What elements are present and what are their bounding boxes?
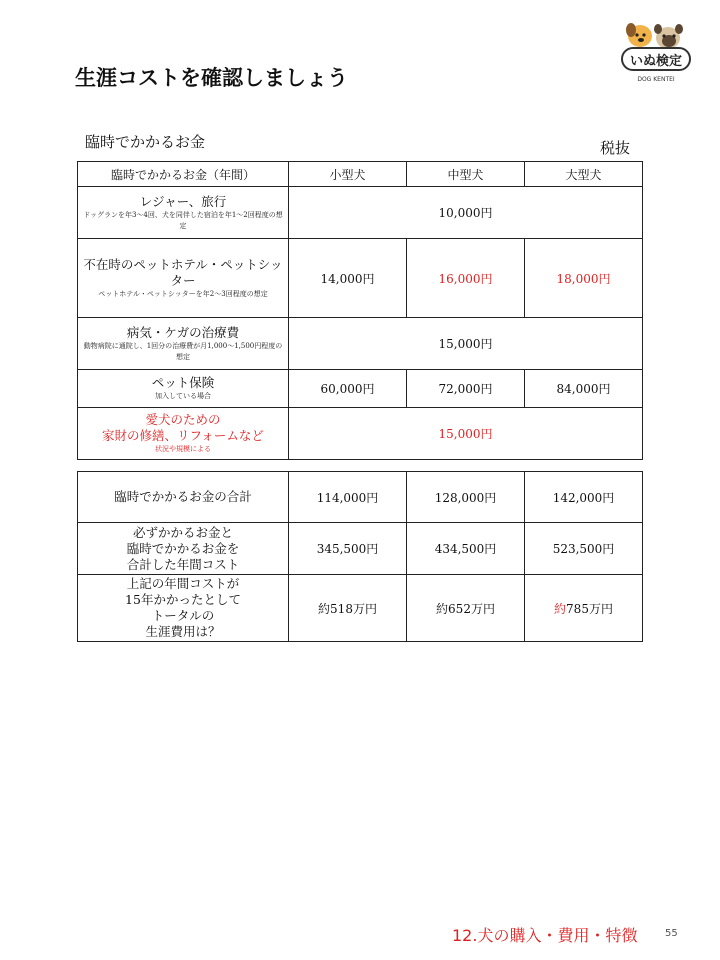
value-rest: 785万円	[566, 601, 613, 616]
cell-medium-value: 72,000円	[407, 370, 525, 408]
row-label-extra-total: 臨時でかかるお金の合計	[78, 472, 289, 523]
logo-subtext: DOG KENTEI	[637, 76, 675, 83]
row-label-leisure	[78, 187, 289, 239]
label-line: 上記の年間コストが	[126, 576, 240, 591]
row-note-text: ペットホテル・ペットシッターを年2～3回程度の想定	[98, 289, 268, 298]
row-main-text: 不在時のペットホテル・ペットシッター	[83, 256, 283, 288]
cell-medium-value: 128,000円	[407, 472, 525, 523]
row-main-text: ペット保険	[151, 375, 215, 390]
cell-medium-value: 16,000円	[407, 239, 525, 318]
total-cost-table	[77, 471, 643, 642]
cell-small-value: 345,500円	[289, 523, 407, 575]
cell-small-value: 14,000円	[289, 239, 407, 318]
cell-small-value: 60,000円	[289, 370, 407, 408]
table-row	[78, 575, 643, 642]
table-row	[78, 187, 643, 239]
label-line: 合計した年間コスト	[126, 556, 240, 572]
section-label: 臨時でかかるお金	[85, 133, 206, 151]
dog-pug-icon	[618, 18, 696, 88]
cell-medium-value: 約652万円	[407, 575, 525, 642]
row-label-annual-total	[78, 523, 289, 575]
header-large-dog: 大型犬	[525, 162, 643, 187]
page-title: 生涯コストを確認しましょう	[75, 66, 348, 90]
cell-large-value: 523,500円	[525, 523, 643, 575]
label-line: トータルの	[151, 608, 215, 623]
header-small-dog: 小型犬	[289, 162, 407, 187]
header-category: 臨時でかかるお金（年間）	[78, 162, 289, 187]
header-medium-dog: 中型犬	[407, 162, 525, 187]
cell-large-value: 18,000円	[525, 239, 643, 318]
cell-large-value: 84,000円	[525, 370, 643, 408]
row-note-text: 加入している場合	[155, 392, 211, 400]
footer-chapter-title: 12.犬の購入・費用・特徴	[452, 926, 638, 945]
row-label-renovation	[78, 408, 289, 460]
page-number: 55	[665, 928, 678, 939]
cell-large-value: 142,000円	[525, 472, 643, 523]
cell-merged-value: 15,000円	[289, 408, 643, 460]
cell-small-value: 約518万円	[289, 575, 407, 642]
row-label-medical	[78, 318, 289, 370]
cell-merged-value: 10,000円	[289, 187, 643, 239]
cell-merged-value: 15,000円	[289, 318, 643, 370]
table-row	[78, 408, 643, 460]
tax-label: 税抜	[600, 139, 631, 157]
table-row	[78, 472, 643, 523]
label-line: 生涯費用は？	[145, 624, 221, 639]
row-label-insurance	[78, 370, 289, 408]
row-label-lifetime-total	[78, 575, 289, 642]
extra-cost-table	[77, 161, 643, 460]
value-prefix: 約	[554, 601, 567, 616]
table-row	[78, 370, 643, 408]
row-main-text: 家財の修繕、リフォームなど	[102, 428, 264, 443]
logo	[618, 18, 696, 88]
table-row	[78, 239, 643, 318]
row-note-text: 状況や規模による	[155, 445, 211, 453]
cell-medium-value: 434,500円	[407, 523, 525, 575]
row-note-text: 動物病院に通院し、1回分の治療費が月1,000～1,500円程度の想定	[83, 341, 283, 361]
table-row	[78, 318, 643, 370]
row-main-text: 病気・ケガの治療費	[126, 324, 240, 340]
row-label-pet-hotel	[78, 239, 289, 318]
label-line: 必ずかかるお金と	[132, 524, 233, 540]
row-note-text: ドッグランを年3～4回、犬を同伴した宿泊を年1～2回程度の想定	[83, 210, 283, 230]
cell-small-value: 114,000円	[289, 472, 407, 523]
table-header-row	[78, 162, 643, 187]
table-row	[78, 523, 643, 575]
logo-text: いぬ検定	[629, 54, 683, 69]
label-line: 臨時でかかるお金を	[126, 540, 240, 556]
label-line: 15年かかったとして	[125, 592, 241, 607]
row-main-text: レジャー、旅行	[139, 193, 227, 209]
cell-large-value	[525, 575, 643, 642]
row-main-text: 愛犬のための	[145, 412, 221, 427]
